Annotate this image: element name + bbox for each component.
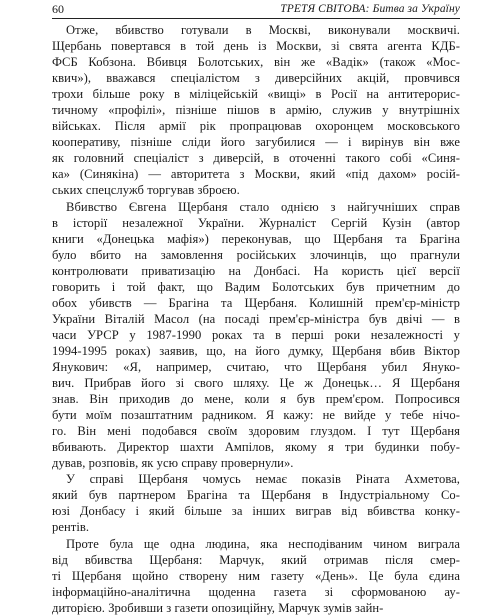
text-line: квич»), вважався спеціалістом з диверсійних акцій, провчився	[52, 71, 460, 86]
text-line: обох убивств — Брагіна та Щербаня. Колишній прем'єр-міністр	[52, 295, 460, 310]
text-line: ФСБ Кобзона. Вбивця Болотських, він же «Вадік» (також «Мос-	[52, 55, 460, 70]
text-line: диторією. Зробивши з газети опозиційну, Марчук зумів зайн-	[52, 600, 384, 615]
running-header	[52, 0, 460, 19]
text-line: говорить і той факт, що Вадим Болотських був причетним до	[52, 279, 460, 294]
text-line: юзі Донбасу і який більше за інших виграв від вбивства конку-	[52, 504, 460, 519]
text-line: в історії незалежної України. Журналіст Сергій Кузін (автор	[52, 215, 460, 230]
text-line: як головний спеціаліст з диверсій, в оточенні такого собі «Синя-	[52, 151, 460, 166]
book-title: ТРЕТЯ СВІТОВА:	[280, 3, 370, 15]
text-line: 1994-1995 роках) заявив, що, на його думку, Щербаня вбив Віктор	[52, 343, 460, 358]
page-number: 60	[52, 2, 64, 16]
text-line: го. Він мені подобався своїм здоровим глуздом. І тут Щербаня	[52, 424, 460, 439]
book-subtitle: Битва за Україну	[372, 3, 460, 15]
text-line: інформаційно-аналітична щоденна газета зі сформованою ау-	[52, 584, 460, 599]
text-line: який був партнером Брагіна та Щербаня в Індустріальному Со-	[52, 488, 460, 503]
text-line: бути моїм позаштатним радником. Я кажу: не вийде у тебе нічо-	[52, 408, 460, 423]
text-line: Вбивство Євгена Щербаня стало однією з найгучніших справ	[66, 199, 460, 214]
text-line: часи УРСР у 1987-1990 роках та в перші роки незалежності у	[52, 327, 460, 342]
text-line: рентів.	[52, 520, 90, 535]
running-title	[280, 1, 460, 17]
paragraph	[52, 471, 460, 535]
text-line: ських спецслужб торгував зброєю.	[52, 183, 240, 198]
text-line: книги «Донецька мафія») переконував, що Щербаня та Брагіна	[52, 231, 460, 246]
body-text	[52, 22, 460, 616]
text-line: Отже, вбивство готували в Москві, виконували москвичі.	[66, 23, 460, 37]
text-line: кооперативу, пізніше сліди його загубилися — і вирінув він вже	[52, 135, 460, 150]
text-line: вбивають. Директор шахти Ампілов, якому я три будинки побу-	[52, 440, 460, 455]
text-line: було вбито на замовлення російських злочинців, що прагнули	[52, 247, 460, 262]
text-line: України Віталій Масол (на посаді прем'єр-міністра був двічі — в	[52, 311, 460, 326]
text-line: Янукович: «Я, например, считаю, что Щербаня убил Януко-	[52, 359, 460, 374]
text-line: Проте була ще одна людина, яка несподіваним чином виграла	[66, 536, 460, 551]
text-line: тичному «профілі», пізніше пішов в армію, служив у внутрішніх	[52, 103, 460, 118]
paragraph	[52, 22, 460, 199]
text-line: дував, розповів, як усю справу провернули».	[52, 456, 294, 471]
text-line: від вбивства Щербаня: Марчук, який отримав після смер-	[52, 552, 460, 567]
text-line: контролювати приватизацію на Донбасі. На користь цієї версії	[52, 263, 460, 278]
text-line: ка» (Синякіна) — авторитета з Москви, який «під дахом» росій-	[52, 167, 460, 182]
text-line: вич. Прибрав його зі свого шляху. Це ж Донецьк… Я Щербаня	[52, 376, 460, 391]
paragraph	[52, 199, 460, 472]
text-line: знав. Він приходив до мене, коли я був прем'єром. Попросився	[52, 392, 460, 407]
text-line: У справі Щербаня чомусь немає показів Ріната Ахметова,	[66, 472, 460, 487]
text-line: ті Щербаня щойно створену ним газету «День». Це була єдина	[52, 568, 460, 583]
text-line: трохи більше року в міліцейській «вищі» в Росії на антитерорис-	[52, 87, 460, 102]
text-line: Щербань повертався в той день із Москви, зі свята агента КДБ-	[52, 39, 460, 54]
text-line: військах. Після армії рік пропрацював охоронцем московського	[52, 119, 460, 134]
paragraph	[52, 536, 460, 616]
